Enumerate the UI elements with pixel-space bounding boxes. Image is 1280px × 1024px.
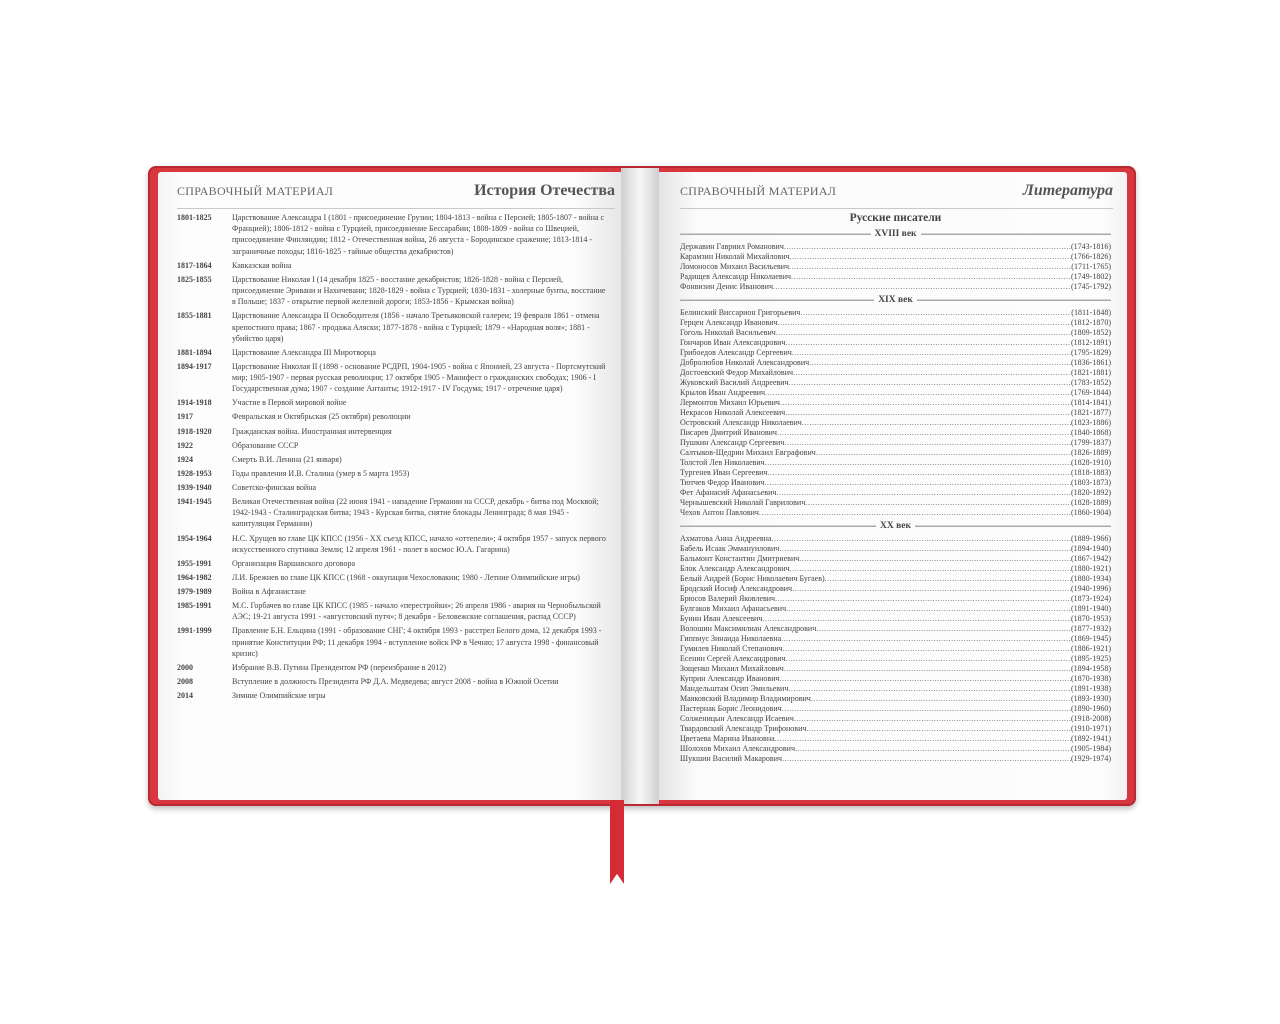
writer-row xyxy=(680,704,1111,714)
history-entry-text: Февральская и Октябрьская (25 октября) революции xyxy=(232,412,411,422)
writer-name: Шукшин Василий Макарович xyxy=(680,754,783,763)
writer-name: Бальмонт Константин Дмитриевич xyxy=(680,554,800,563)
writer-years: (1867-1942) xyxy=(1071,554,1111,563)
writer-name: Солженицын Александр Исаевич xyxy=(680,714,794,723)
writer-years: (1809-1852) xyxy=(1071,328,1111,337)
history-entry-years: 1801-1825 xyxy=(177,213,212,222)
dot-leader xyxy=(811,694,1071,704)
writer-row xyxy=(680,694,1111,704)
writer-row xyxy=(680,654,1111,664)
writer-name: Мандельштам Осип Эмильевич xyxy=(680,684,789,693)
writer-name: Радищев Александр Николаевич xyxy=(680,272,792,281)
writer-row xyxy=(680,458,1111,468)
history-entry xyxy=(177,533,607,555)
history-entry-years: 1922 xyxy=(177,440,193,450)
writer-name: Твардовский Александр Трифонович xyxy=(680,724,807,733)
writer-name: Гумилев Николай Степанович xyxy=(680,644,783,653)
history-entry-years: 1991-1999 xyxy=(177,626,212,636)
dot-leader xyxy=(765,458,1071,468)
history-entry xyxy=(177,274,607,308)
writer-years: (1821-1881) xyxy=(1071,368,1111,377)
dot-leader xyxy=(789,378,1071,388)
history-entry xyxy=(177,676,607,687)
history-entry xyxy=(177,397,607,408)
writer-name: Чехов Антон Павлович xyxy=(680,508,759,517)
dot-leader xyxy=(776,328,1071,338)
writer-years: (1891-1938) xyxy=(1071,684,1111,693)
history-entry-years: 1918-1920 xyxy=(177,426,212,436)
writer-name: Белый Андрей (Борис Николаевич Бугаев) xyxy=(680,574,825,583)
writer-years: (1812-1870) xyxy=(1071,318,1111,327)
writer-years: (1886-1921) xyxy=(1071,644,1111,653)
dot-leader xyxy=(806,724,1071,734)
dot-leader xyxy=(764,478,1071,488)
book-spine xyxy=(621,168,659,804)
writer-row xyxy=(680,508,1111,518)
history-entry xyxy=(177,468,607,479)
writer-row xyxy=(680,368,1111,378)
century-label: XIX век xyxy=(878,295,913,305)
writer-years: (1828-1889) xyxy=(1071,498,1111,507)
history-entry-text: Вступление в должность Президента РФ Д.А. Медведева; август 2008 - война в Южной Осетии xyxy=(232,677,559,687)
dot-leader xyxy=(783,644,1071,654)
history-entry xyxy=(177,690,607,701)
writer-row xyxy=(680,584,1111,594)
history-entry xyxy=(177,600,607,622)
history-entry-text: Л.И. Брежнев во главе ЦК КПСС (1968 - оккупация Чехословакии; 1980 - Летние Олимпийские игры) xyxy=(232,572,580,582)
writer-years: (1889-1966) xyxy=(1071,534,1111,543)
writer-row xyxy=(680,664,1111,674)
writer-row xyxy=(680,564,1111,574)
history-entry xyxy=(177,586,607,597)
writer-years: (1766-1826) xyxy=(1071,252,1111,261)
writer-row xyxy=(680,614,1111,624)
writer-name: Толстой Лев Николаевич xyxy=(680,458,765,467)
century-rule xyxy=(680,525,876,527)
dot-leader xyxy=(786,654,1071,664)
writer-row xyxy=(680,318,1111,328)
history-entry xyxy=(177,212,607,257)
writer-row xyxy=(680,468,1111,478)
writer-name: Фонвизин Денис Иванович xyxy=(680,282,773,291)
history-entry-text: Царствование Николая I (14 декабря 1825 - восстание декабристов; 1826-1828 - война с Персией, присоединение Эривани и Нахичевани; 1828-1829 - война с Турцией; 1830-1831 - холерные бунты, восстание в Польше; 1837 - открытие первой железной дороги; 1853-1856 - Крымская война) xyxy=(232,274,606,307)
dot-leader xyxy=(784,242,1071,252)
writer-row xyxy=(680,358,1111,368)
dot-leader xyxy=(795,744,1071,754)
writer-row xyxy=(680,308,1111,318)
writer-name: Булгаков Михаил Афанасьевич xyxy=(680,604,787,613)
writer-years: (1711-1765) xyxy=(1071,262,1111,271)
history-entry-years: 1914-1918 xyxy=(177,398,212,408)
writer-row xyxy=(680,574,1111,584)
century-label: XVIII век xyxy=(874,229,917,239)
history-entry-text: М.С. Горбачев во главе ЦК КПСС (1985 - начало «перестройки»; 26 апреля 1986 - авария на Чернобыльской АЭС; 19-21 августа 1991 - «августовский путч»; 8 декабря - Беловежские соглашения, распад СССР) xyxy=(232,601,601,622)
writer-row xyxy=(680,408,1111,418)
century-label: XX век xyxy=(880,521,911,531)
writer-row xyxy=(680,388,1111,398)
writer-name: Державин Гавриил Романович xyxy=(680,242,784,251)
writer-years: (1783-1852) xyxy=(1071,378,1111,387)
writer-years: (1803-1873) xyxy=(1071,478,1111,487)
writer-years: (1840-1868) xyxy=(1071,428,1111,437)
writer-name: Ахматова Анна Андреевна xyxy=(680,534,772,543)
writer-row xyxy=(680,348,1111,358)
writer-name: Пушкин Александр Сергеевич xyxy=(680,438,785,447)
writer-years: (1823-1886) xyxy=(1071,418,1111,427)
history-entry-text: Образование СССР xyxy=(232,440,299,450)
history-entry-years: 1954-1964 xyxy=(177,533,212,543)
writer-row xyxy=(680,684,1111,694)
dot-leader xyxy=(786,604,1071,614)
writer-row xyxy=(680,734,1111,744)
writer-row xyxy=(680,754,1111,764)
history-entry xyxy=(177,260,607,271)
writer-name: Фет Афанасий Афанасьевич xyxy=(680,488,777,497)
dot-leader xyxy=(789,262,1071,272)
history-entry-text: Правление Б.Н. Ельцина (1991 - образование СНГ; 4 октября 1993 - расстрел Белого дома, 12 декабря 1993 - принятие Конституции РФ; 11 декабря 1994 - вступление войск РФ в Чечню; 17 августа 1998 - финансовый кризис) xyxy=(232,626,602,658)
dot-leader xyxy=(788,684,1071,694)
dot-leader xyxy=(773,282,1071,292)
dot-leader xyxy=(792,584,1071,594)
century-heading xyxy=(680,518,1111,534)
writer-name: Маяковский Владимир Владимирович xyxy=(680,694,811,703)
writer-row xyxy=(680,594,1111,604)
writer-name: Салтыков-Щедрин Михаил Евграфович xyxy=(680,448,816,457)
dot-leader xyxy=(785,408,1071,418)
dot-leader xyxy=(784,438,1071,448)
writer-row xyxy=(680,448,1111,458)
history-timeline xyxy=(177,212,607,704)
writer-row xyxy=(680,674,1111,684)
history-entry-years: 1941-1945 xyxy=(177,497,212,507)
century-rule xyxy=(917,299,1111,301)
writer-row xyxy=(680,724,1111,734)
writer-row xyxy=(680,418,1111,428)
writer-name: Ломоносов Михаил Васильевич xyxy=(680,262,790,271)
writer-years: (1894-1958) xyxy=(1071,664,1111,673)
writer-row xyxy=(680,544,1111,554)
dot-leader xyxy=(779,544,1071,554)
dot-leader xyxy=(782,704,1071,714)
writer-name: Тургенев Иван Сергеевич xyxy=(680,468,768,477)
history-entry-text: Кавказская война xyxy=(232,260,292,270)
writer-years: (1880-1934) xyxy=(1071,574,1111,583)
writer-name: Бунин Иван Алексеевич xyxy=(680,614,763,623)
writer-years: (1910-1971) xyxy=(1071,724,1111,733)
history-entry-text: Н.С. Хрущев во главе ЦК КПСС (1956 - XX съезд КПСС, начало «оттепели»; 4 октября 1957 - запуск первого искусственного спутника Земли; 12 апреля 1961 - полет в космос Ю.А. Гагарина) xyxy=(232,533,606,554)
writer-row xyxy=(680,272,1111,282)
right-section-label: СПРАВОЧНЫЙ МАТЕРИАЛ xyxy=(680,184,837,198)
history-entry-text: Зимние Олимпийские игры xyxy=(232,691,326,701)
century-rule xyxy=(680,233,871,235)
writer-name: Бродский Иосиф Александрович xyxy=(680,584,793,593)
history-entry-text: Годы правления И.В. Сталина (умер в 5 марта 1953) xyxy=(232,468,410,478)
history-entry xyxy=(177,361,607,395)
writer-years: (1870-1938) xyxy=(1071,674,1111,683)
writer-years: (1929-1974) xyxy=(1071,754,1111,763)
history-entry xyxy=(177,482,607,493)
history-entry-years: 2000 xyxy=(177,662,193,672)
writer-years: (1799-1837) xyxy=(1071,438,1111,447)
writer-name: Тютчев Федор Иванович xyxy=(680,478,765,487)
writer-row xyxy=(680,714,1111,724)
writer-name: Чернышевский Николай Гаврилович xyxy=(680,498,806,507)
dot-leader xyxy=(809,358,1071,368)
history-entry-years: 1917 xyxy=(177,412,193,422)
writer-years: (1812-1891) xyxy=(1071,338,1111,347)
writer-years: (1860-1904) xyxy=(1071,508,1111,517)
dot-leader xyxy=(799,554,1071,564)
writer-name: Блок Александр Александрович xyxy=(680,564,790,573)
dot-leader xyxy=(767,468,1071,478)
writer-row xyxy=(680,644,1111,654)
dot-leader xyxy=(790,252,1071,262)
dot-leader xyxy=(816,448,1071,458)
history-entry xyxy=(177,310,607,344)
writer-row xyxy=(680,488,1111,498)
writer-row xyxy=(680,252,1111,262)
writer-years: (1891-1940) xyxy=(1071,604,1111,613)
writer-row xyxy=(680,378,1111,388)
writer-name: Грибоедов Александр Сергеевич xyxy=(680,348,792,357)
writer-row xyxy=(680,262,1111,272)
history-entry-years: 1939-1940 xyxy=(177,482,212,492)
dot-leader xyxy=(794,714,1071,724)
writer-name: Добролюбов Николай Александрович xyxy=(680,358,810,367)
dot-leader xyxy=(802,418,1071,428)
dot-leader xyxy=(784,664,1071,674)
dot-leader xyxy=(791,272,1071,282)
history-entry-text: Царствование Александра III Миротворца xyxy=(232,347,376,357)
writer-name: Белинский Виссарион Григорьевич xyxy=(680,308,801,317)
writer-name: Волошин Максимилиан Александрович xyxy=(680,624,817,633)
writer-name: Жуковский Василий Андреевич xyxy=(680,378,789,387)
writer-row xyxy=(680,554,1111,564)
century-rule xyxy=(680,299,874,301)
history-entry-years: 1964-1982 xyxy=(177,572,212,582)
writer-years: (1826-1889) xyxy=(1071,448,1111,457)
writer-row xyxy=(680,634,1111,644)
dot-leader xyxy=(777,428,1071,438)
writer-name: Лермонтов Михаил Юрьевич xyxy=(680,398,780,407)
century-rule xyxy=(921,233,1112,235)
writer-years: (1811-1848) xyxy=(1071,308,1111,317)
writer-years: (1892-1941) xyxy=(1071,734,1111,743)
writers-list xyxy=(680,211,1111,764)
writer-name: Гончаров Иван Александрович xyxy=(680,338,786,347)
history-entry-text: Организация Варшавского договора xyxy=(232,558,355,568)
writer-years: (1893-1930) xyxy=(1071,694,1111,703)
history-entry-text: Гражданская война. Иностранная интервенция xyxy=(232,426,392,436)
writer-row xyxy=(680,242,1111,252)
writer-years: (1820-1892) xyxy=(1071,488,1111,497)
writer-row xyxy=(680,624,1111,634)
history-entry-years: 1881-1894 xyxy=(177,347,212,357)
history-entry-years: 2008 xyxy=(177,677,193,687)
dot-leader xyxy=(765,388,1071,398)
writer-years: (1749-1802) xyxy=(1071,272,1111,281)
writer-years: (1745-1792) xyxy=(1071,282,1111,291)
history-entry xyxy=(177,572,607,583)
writer-years: (1940-1996) xyxy=(1071,584,1111,593)
dot-leader xyxy=(775,734,1071,744)
writer-years: (1869-1945) xyxy=(1071,634,1111,643)
writer-years: (1895-1925) xyxy=(1071,654,1111,663)
writers-subtitle: Русские писатели xyxy=(849,212,942,224)
history-entry xyxy=(177,426,607,437)
writer-name: Крылов Иван Андреевич xyxy=(680,388,766,397)
writer-years: (1918-2008) xyxy=(1071,714,1111,723)
writer-years: (1894-1940) xyxy=(1071,544,1111,553)
writer-row xyxy=(680,534,1111,544)
dot-leader xyxy=(775,594,1071,604)
history-entry-text: Царствование Александра I (1801 - присоединение Грузии; 1804-1813 - война с Персией; 1805-1807 - война с Францией); 1806-1812 - война с Турцией, присоединение Бессарабии; 1808-1809 - война со Швецией, присоединение Финляндии; 1812 - Отечественная война, 26 августа - Бородинское сражение; 1813-1814 - заграничные походы; 1816-1825 - тайные общества декабристов) xyxy=(232,213,605,256)
writer-row xyxy=(680,478,1111,488)
writer-name: Некрасов Николай Алексеевич xyxy=(680,408,786,417)
writer-years: (1818-1883) xyxy=(1071,468,1111,477)
history-entry-text: Участие в Первой мировой войне xyxy=(232,398,347,408)
writer-years: (1821-1877) xyxy=(1071,408,1111,417)
writer-years: (1870-1953) xyxy=(1071,614,1111,623)
dot-leader xyxy=(785,338,1071,348)
dot-leader xyxy=(825,574,1071,584)
left-page-title: История Отечества xyxy=(474,182,615,199)
writer-years: (1814-1841) xyxy=(1071,398,1111,407)
history-entry-years: 1928-1953 xyxy=(177,468,212,478)
writer-name: Пастернак Борис Леонидович xyxy=(680,704,782,713)
writer-name: Гиппиус Зинаида Николаевна xyxy=(680,634,782,643)
history-entry-text: Избрание В.В. Путина Президентом РФ (переизбрание в 2012) xyxy=(232,662,447,672)
dot-leader xyxy=(780,674,1072,684)
dot-leader xyxy=(790,564,1071,574)
dot-leader xyxy=(781,634,1071,644)
dot-leader xyxy=(759,508,1071,518)
left-page-header xyxy=(177,182,615,209)
writer-years: (1890-1960) xyxy=(1071,704,1111,713)
dot-leader xyxy=(778,318,1071,328)
writer-row xyxy=(680,438,1111,448)
writer-years: (1873-1924) xyxy=(1071,594,1111,603)
dot-leader xyxy=(793,368,1071,378)
dot-leader xyxy=(762,614,1071,624)
history-entry-years: 1825-1855 xyxy=(177,274,212,284)
left-section-label: СПРАВОЧНЫЙ МАТЕРИАЛ xyxy=(177,184,334,198)
history-entry-years: 2014 xyxy=(177,691,193,701)
century-heading xyxy=(680,292,1111,308)
bookmark-ribbon xyxy=(610,800,624,884)
writer-name: Островский Александр Николаевич xyxy=(680,418,802,427)
history-entry-text: Царствование Александра II Освободителя (1856 - начало Третьяковской галереи; 19 февраля 1861 - отмена крепостного права; 1867 - продажа Аляски; 1877-1878 - война с Турцией; 1879 - «Народная воля»; 1881 - убийство царя) xyxy=(232,311,600,343)
writer-name: Герцен Александр Иванович xyxy=(680,318,778,327)
writer-row xyxy=(680,328,1111,338)
century-rule xyxy=(915,525,1111,527)
dot-leader xyxy=(805,498,1071,508)
dot-leader xyxy=(780,398,1071,408)
writer-name: Куприн Александр Иванович xyxy=(680,674,780,683)
writer-name: Достоевский Федор Михайлович xyxy=(680,368,794,377)
writer-name: Есенин Сергей Александрович xyxy=(680,654,786,663)
history-entry-years: 1855-1881 xyxy=(177,311,212,321)
right-page-header xyxy=(680,182,1113,209)
writer-row xyxy=(680,398,1111,408)
writer-row xyxy=(680,604,1111,614)
history-entry-text: Царствование Николая II (1898 - основание РСДРП, 1904-1905 - война с Японией, 23 августа - Портсмутский мир; 1905-1907 - первая русская революция; 17 октября 1905 - Манифест о гражданских свободах; 1906 - I Государственная дума; 1907 - создание Антанты; 1912-1917 - IV Госдума; 1917 - отречение царя) xyxy=(232,361,606,394)
writer-years: (1769-1844) xyxy=(1071,388,1111,397)
dot-leader xyxy=(771,534,1071,544)
dot-leader xyxy=(816,624,1071,634)
writer-years: (1880-1921) xyxy=(1071,564,1111,573)
history-entry-years: 1979-1989 xyxy=(177,587,212,597)
writer-years: (1877-1932) xyxy=(1071,624,1111,633)
history-entry xyxy=(177,662,607,673)
writer-name: Карамзин Николай Михайлович xyxy=(680,252,790,261)
history-entry-years: 1955-1991 xyxy=(177,558,212,568)
writer-row xyxy=(680,338,1111,348)
history-entry-years: 1985-1991 xyxy=(177,601,212,611)
history-entry-years: 1924 xyxy=(177,454,193,464)
history-entry-text: Великая Отечественная война (22 июня 1941 - нападение Германии на СССР, декабрь - битва под Москвой; 1942-1943 - Сталинградская битва; 1943 - Курская битва, снятие блокады Ленинграда; 8 мая 1945 - капитуляция Германии) xyxy=(232,497,599,529)
history-entry xyxy=(177,411,607,422)
dot-leader xyxy=(782,754,1071,764)
history-entry-text: Советско-финская война xyxy=(232,482,317,492)
right-page-title: Литература xyxy=(1022,182,1113,199)
dot-leader xyxy=(792,348,1071,358)
history-entry xyxy=(177,496,607,530)
history-entry-text: Война в Афганистане xyxy=(232,587,306,597)
century-heading xyxy=(680,226,1111,242)
writer-name: Брюсов Валерий Яковлевич xyxy=(680,594,776,603)
writer-row xyxy=(680,282,1111,292)
writer-name: Гоголь Николай Васильевич xyxy=(680,328,776,337)
history-entry xyxy=(177,625,607,659)
writer-name: Писарев Дмитрий Иванович xyxy=(680,428,777,437)
history-entry xyxy=(177,558,607,569)
writer-years: (1905-1984) xyxy=(1071,744,1111,753)
writer-name: Шолохов Михаил Александрович xyxy=(680,744,795,753)
writer-name: Бабель Исаак Эммануилович xyxy=(680,544,780,553)
writer-row xyxy=(680,744,1111,754)
writer-row xyxy=(680,498,1111,508)
writer-years: (1795-1829) xyxy=(1071,348,1111,357)
writer-years: (1836-1861) xyxy=(1071,358,1111,367)
writer-row xyxy=(680,428,1111,438)
writer-name: Зощенко Михаил Михайлович xyxy=(680,664,784,673)
history-entry-years: 1894-1917 xyxy=(177,361,212,371)
history-entry-text: Смерть В.И. Ленина (21 января) xyxy=(232,454,342,464)
writer-name: Цветаева Марина Ивановна xyxy=(680,734,775,743)
dot-leader xyxy=(800,308,1071,318)
history-entry xyxy=(177,440,607,451)
dot-leader xyxy=(776,488,1071,498)
writer-years: (1743-1816) xyxy=(1071,242,1111,251)
writer-years: (1828-1910) xyxy=(1071,458,1111,467)
history-entry xyxy=(177,454,607,465)
history-entry xyxy=(177,347,607,358)
history-entry-years: 1817-1864 xyxy=(177,260,212,270)
